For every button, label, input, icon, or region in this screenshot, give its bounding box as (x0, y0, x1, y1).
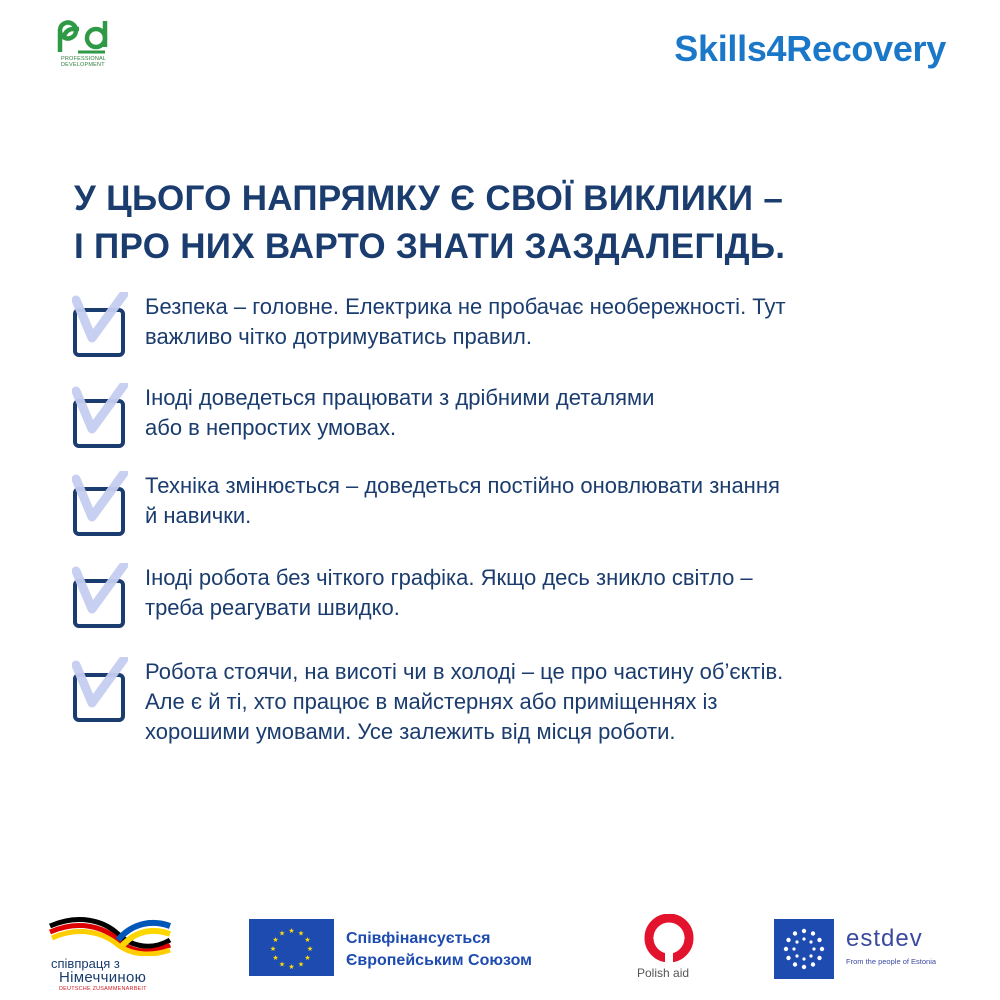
estdev-logo: estdev From the people of Estonia (774, 919, 974, 981)
svg-text:★: ★ (297, 929, 305, 938)
polish-aid-icon (639, 914, 699, 962)
checkbox-check-icon (72, 657, 128, 727)
brand-title: Skills4Recovery (674, 28, 946, 69)
pd-logo (52, 18, 122, 74)
list-item-text: Безпека – головне. Електрика не пробачає необережності. Тут важливо чітко дотримуватись правил. (145, 294, 786, 349)
svg-text:★: ★ (306, 945, 314, 953)
svg-text:★: ★ (278, 960, 286, 969)
germany-cooperation-logo: співпраця з Німеччиною DEUTSCHE ZUSAMMENARBEIT (48, 912, 178, 987)
logo-subtitle-1: PROFESSIONAL (61, 56, 107, 62)
svg-text:★: ★ (269, 945, 277, 953)
polish-aid-logo: Polish aid (632, 914, 712, 986)
eu-flag-icon (249, 919, 334, 976)
eu-text: Співфінансується Європейським Союзом (346, 930, 532, 969)
svg-text:★: ★ (278, 929, 286, 938)
svg-text:★: ★ (288, 963, 295, 971)
svg-text:★: ★ (304, 954, 311, 962)
germany-ukraine-ribbon-icon (48, 912, 172, 956)
estdev-emblem-icon (774, 919, 834, 979)
list-item-text: Техніка змінюється – доведеться постійно оновлювати знання й навички. (145, 473, 780, 528)
list-item-text: Іноді робота без чіткого графіка. Якщо десь зникло світло – треба реагувати швидко. (145, 565, 753, 620)
logo-subtitle-2: DEVELOPMENT (61, 62, 105, 68)
svg-text:★: ★ (304, 936, 311, 944)
pd-logo-icon (52, 18, 118, 54)
svg-text:★: ★ (297, 960, 305, 969)
list-item-text: Іноді доведеться працювати з дрібними деталями або в непростих умовах. (145, 385, 655, 440)
svg-text:★: ★ (272, 936, 279, 944)
headline-line-2: І ПРО НИХ ВАРТО ЗНАТИ ЗАЗДАЛЕГІДЬ. (74, 227, 786, 266)
checkbox-check-icon (72, 292, 128, 362)
checkbox-check-icon (72, 471, 128, 541)
headline (74, 175, 934, 271)
headline-line-1: У ЦЬОГО НАПРЯМКУ Є СВОЇ ВИКЛИКИ – (74, 179, 784, 218)
svg-text:★: ★ (272, 954, 279, 962)
checkbox-check-icon (72, 563, 128, 633)
svg-text:★: ★ (288, 927, 295, 935)
footer-logos (0, 900, 1000, 1000)
eu-cofunded-logo (249, 919, 589, 979)
list-item-text: Робота стоячи, на висоті чи в холоді – це про частину об’єктів. Але є й ті, хто працює в майстернях або приміщеннях із хорошими умовами. Усе залежить від місця роботи. (145, 659, 784, 744)
checkbox-check-icon (72, 383, 128, 453)
